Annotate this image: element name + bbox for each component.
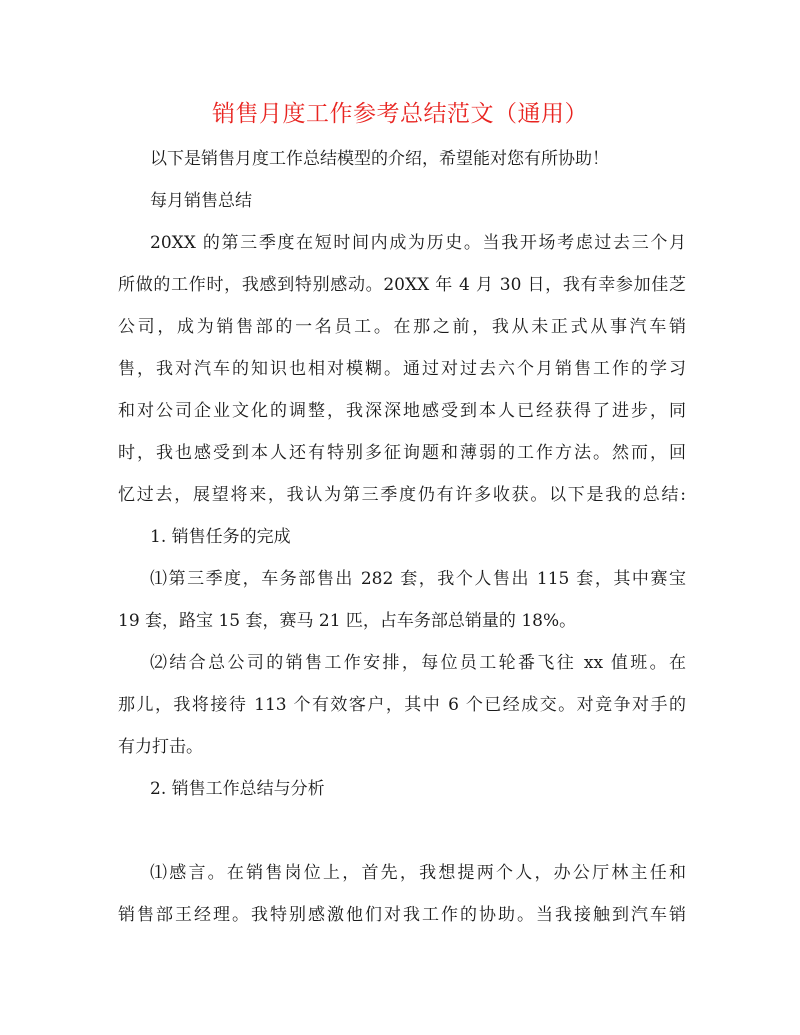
paragraph-line: ⑴感言。在销售岗位上，首先，我想提两个人，办公厅林主任和	[150, 863, 686, 883]
paragraph-line: 所做的工作时，我感到特别感动。20XX 年 4 月 30 日，我有幸参加佳芝	[118, 275, 686, 295]
paragraph-line: 售，我对汽车的知识也相对模糊。通过对过去六个月销售工作的学习	[118, 359, 686, 379]
paragraph-line: 有力打击。	[118, 737, 203, 757]
paragraph-line: 20XX 的第三季度在短时间内成为历史。当我开场考虑过去三个月	[150, 233, 686, 253]
paragraph-line: 时，我也感受到本人还有特别多征询题和薄弱的工作方法。然而，回	[118, 443, 686, 463]
paragraph-line: 那儿，我将接待 113 个有效客户，其中 6 个已经成交。对竞争对手的	[118, 695, 686, 715]
paragraph-line: ⑴第三季度，车务部售出 282 套，我个人售出 115 套，其中赛宝	[150, 569, 686, 589]
paragraph-line: 19 套，路宝 15 套，赛马 21 匹，占车务部总销量的 18%。	[118, 611, 577, 631]
paragraph-line: 销售部王经理。我特别感激他们对我工作的协助。当我接触到汽车销	[118, 905, 686, 925]
paragraph-line: 和对公司企业文化的调整，我深深地感受到本人已经获得了进步，同	[118, 401, 686, 421]
section-heading-task-completion: 1. 销售任务的完成	[150, 527, 291, 547]
paragraph-line: 忆过去，展望将来，我认为第三季度仍有许多收获。以下是我的总结:	[118, 485, 686, 505]
paragraph-line: ⑵结合总公司的销售工作安排，每位员工轮番飞往 xx 值班。在	[150, 653, 686, 673]
intro-line: 以下是销售月度工作总结模型的介绍，希望能对您有所协助！	[150, 149, 609, 169]
section-heading-monthly-summary: 每月销售总结	[150, 191, 252, 211]
paragraph-line: 公司，成为销售部的一名员工。在那之前，我从未正式从事汽车销	[118, 317, 686, 337]
section-heading-sales-analysis: 2. 销售工作总结与分析	[150, 779, 325, 799]
document-title: 销售月度工作参考总结范文（通用）	[212, 101, 588, 127]
